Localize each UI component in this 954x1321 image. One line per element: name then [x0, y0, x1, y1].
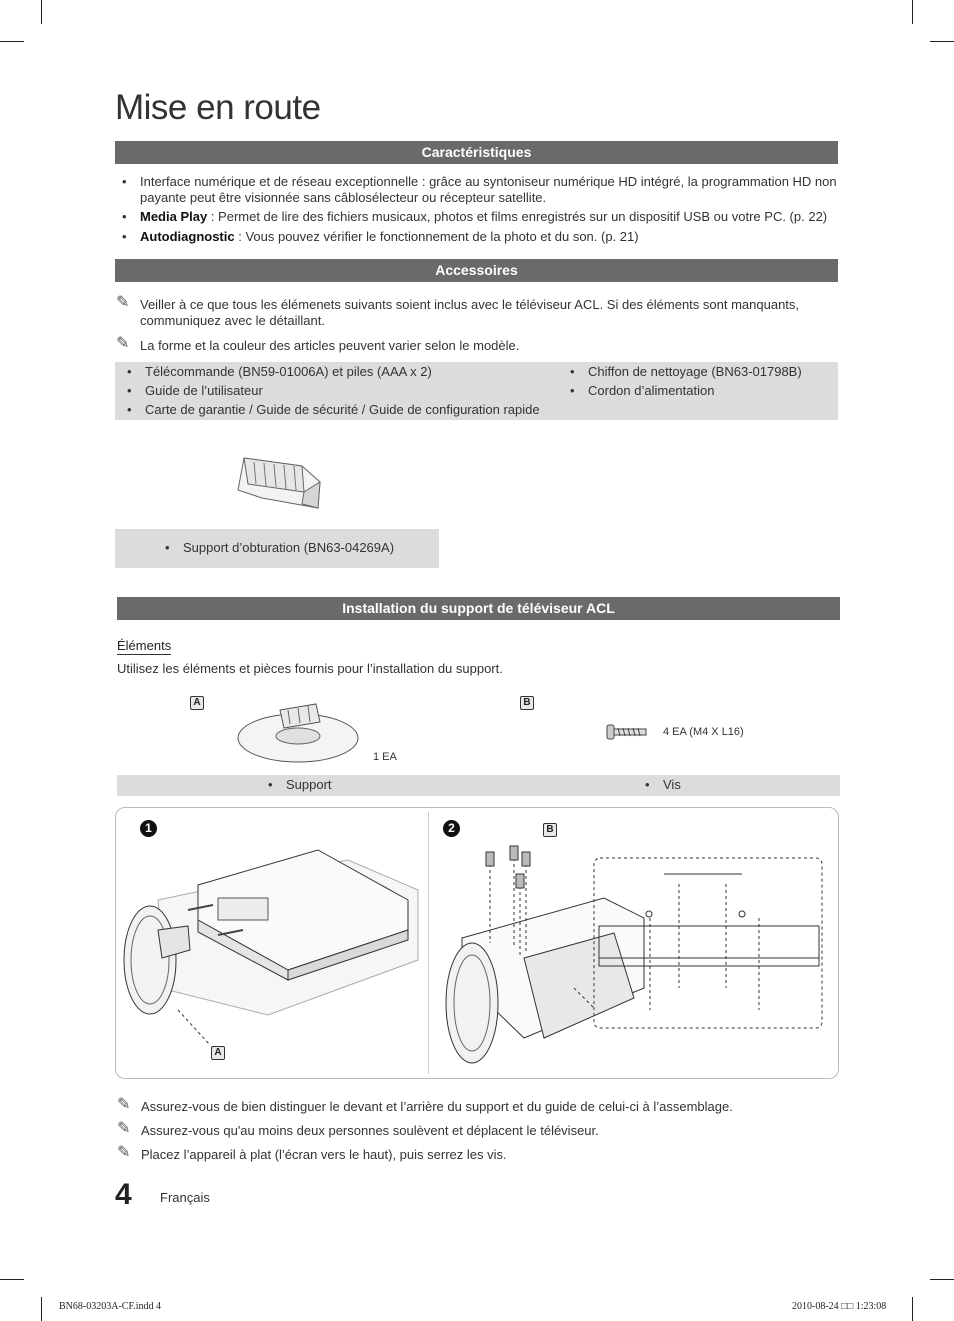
pencil-icon: ✎ — [117, 1120, 131, 1137]
step-1-badge: 1 — [140, 820, 157, 837]
crop-mark — [912, 1297, 913, 1321]
cover-stand-illustration — [232, 452, 324, 512]
part-a-qty: 1 EA — [373, 751, 397, 763]
parts-subheading: Éléments — [117, 638, 172, 653]
features-heading: Caractéristiques — [115, 141, 838, 164]
crop-mark — [0, 41, 24, 42]
crop-mark — [41, 0, 42, 24]
step-2-badge: 2 — [443, 820, 460, 837]
feature-item: • Interface numérique et de réseau exceptionnelle : grâce au syntoniseur numérique HD intégré, la programmation HD non payante peut être visionnée sans câblosélecteur ou récepteur satellite. — [122, 174, 837, 205]
part-b-label: • Vis — [645, 777, 681, 792]
diagram-divider — [428, 812, 429, 1074]
install-note: ✎ Placez l’appareil à plat (l’écran vers le haut), puis serrez les vis. — [117, 1144, 507, 1162]
part-a-tag: A — [190, 696, 204, 710]
feature-bold: Media Play — [140, 209, 208, 224]
page-language: Français — [160, 1190, 210, 1205]
accessories-heading: Accessoires — [115, 259, 838, 282]
parts-label-bar — [117, 775, 840, 796]
part-b-qty: 4 EA (M4 X L16) — [663, 726, 744, 738]
stand-base-illustration — [236, 696, 360, 766]
part-a-label: • Support — [268, 777, 332, 792]
feature-item: • Autodiagnostic : Vous pouvez vérifier le fonctionnement de la photo et du son. (p. 21) — [122, 229, 639, 244]
part-b-tag: B — [543, 823, 557, 837]
accessory-item: • Carte de garantie / Guide de sécurité / Guide de configuration rapide — [127, 402, 540, 417]
crop-mark — [912, 0, 913, 24]
accessory-item: • Chiffon de nettoyage (BN63-01798B) — [570, 364, 802, 379]
feature-text: Interface numérique et de réseau exceptionnelle : grâce au syntoniseur numérique HD intégré, la programmation HD non — [140, 174, 837, 189]
footer-date: 2010-08-24 □□ 1:23:08 — [792, 1301, 887, 1312]
step-2-illustration — [434, 838, 834, 1074]
part-a-tag: A — [211, 1046, 225, 1060]
accessory-item: • Télécommande (BN59-01006A) et piles (AAA x 2) — [127, 364, 432, 379]
step-1-illustration — [118, 840, 426, 1072]
pencil-icon: ✎ — [116, 335, 130, 352]
footer-file: BN68-03203A-CF.indd 4 — [59, 1301, 161, 1312]
part-b-tag: B — [520, 696, 534, 710]
note: ✎ La forme et la couleur des articles peuvent varier selon le modèle. — [116, 335, 520, 353]
accessory-item: • Support d’obturation (BN63-04269A) — [165, 540, 395, 555]
page-number: 4 — [115, 1178, 132, 1211]
install-heading: Installation du support de téléviseur ACL — [117, 597, 840, 620]
crop-mark — [930, 1279, 954, 1280]
crop-mark — [930, 41, 954, 42]
accessory-item: • Cordon d’alimentation — [570, 383, 715, 398]
feature-item: • Media Play : Permet de lire des fichiers musicaux, photos et films enregistrés sur un dispositif USB ou votre PC. (p. 22) — [122, 209, 828, 224]
feature-text-cont: payante peut être visionnée sans câblosélecteur ou récepteur satellite. — [140, 190, 547, 205]
crop-mark — [0, 1279, 24, 1280]
pencil-icon: ✎ — [116, 294, 130, 311]
pencil-icon: ✎ — [117, 1144, 131, 1161]
pencil-icon: ✎ — [117, 1096, 131, 1113]
page-title: Mise en route — [115, 88, 321, 127]
feature-text: : Permet de lire des fichiers musicaux, photos et films enregistrés sur un dispositif USB ou votre PC. (p. 22) — [207, 209, 828, 224]
install-note: ✎ Assurez-vous de bien distinguer le devant et l’arrière du support et du guide de celui-ci à l’assemblage. — [117, 1096, 733, 1114]
feature-text: : Vous pouvez vérifier le fonctionnement de la photo et du son. (p. 21) — [234, 229, 639, 244]
crop-mark — [41, 1297, 42, 1321]
feature-bold: Autodiagnostic — [140, 229, 235, 244]
accessory-item: • Guide de l’utilisateur — [127, 383, 263, 398]
install-intro: Utilisez les éléments et pièces fournis pour l’installation du support. — [117, 661, 503, 676]
screw-icon — [606, 723, 648, 741]
note: ✎ Veiller à ce que tous les élémenets suivants soient inclus avec le téléviseur ACL. Si des éléments sont manquants, communiquez avec le détaillant. — [116, 294, 800, 328]
install-note: ✎ Assurez-vous qu'au moins deux personnes soulèvent et déplacent le téléviseur. — [117, 1120, 599, 1138]
